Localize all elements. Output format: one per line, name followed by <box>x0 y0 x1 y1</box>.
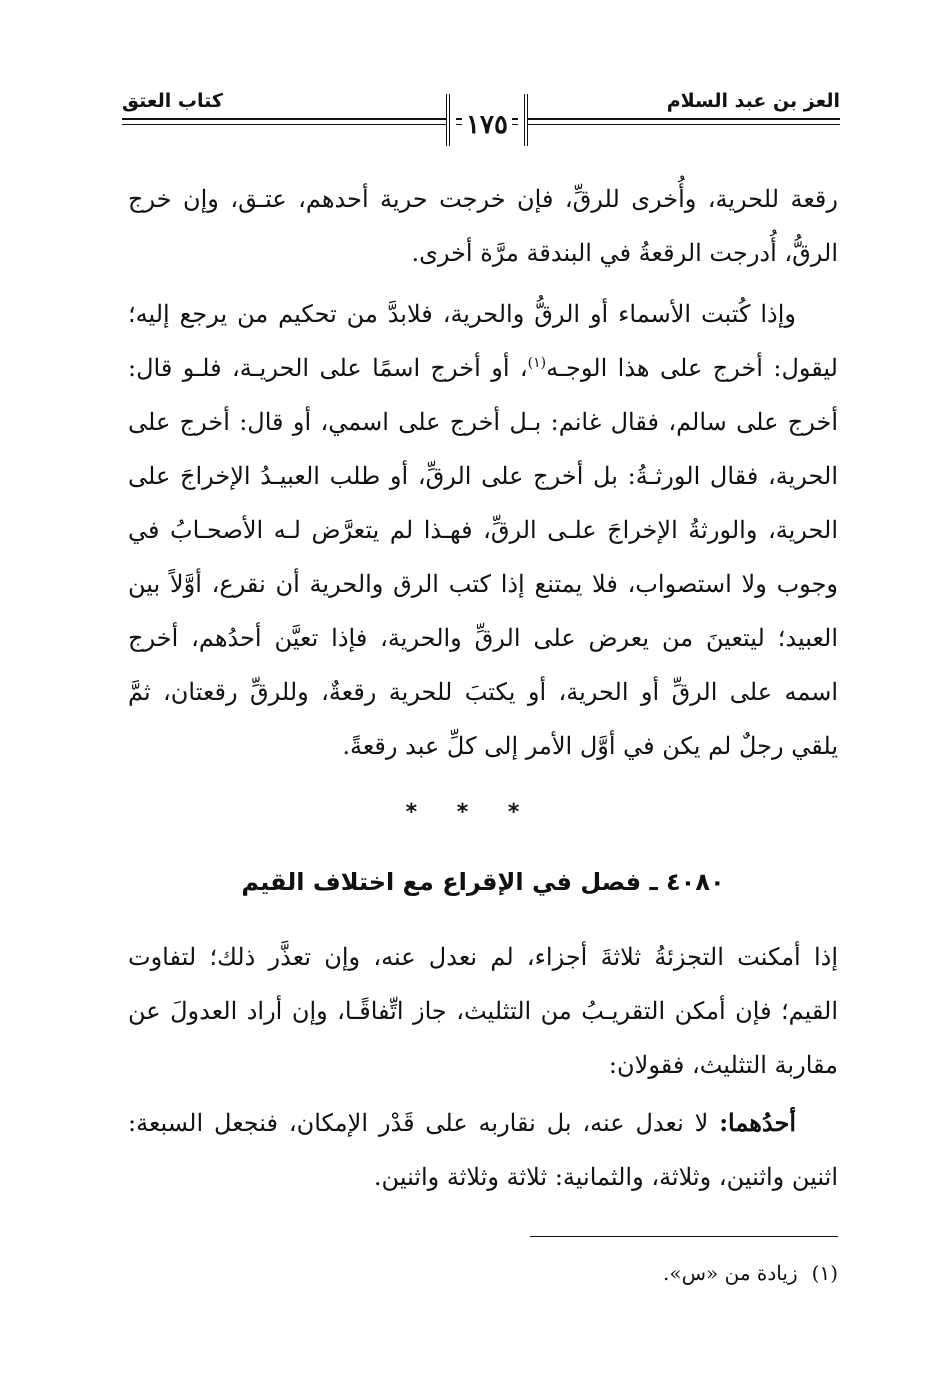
running-head-author: العز بن عبد السلام <box>666 90 840 112</box>
footnote-divider <box>530 1236 838 1237</box>
main-paragraph <box>128 287 838 773</box>
section-heading: ٤٠٨٠ ـ فصل في الإقراع مع اختلاف القيم <box>241 868 725 896</box>
page-number-frame <box>446 94 528 146</box>
footnote-reference: (١) <box>527 355 547 371</box>
footnote-text: زيادة من «س». <box>663 1261 798 1285</box>
section-paragraph <box>128 930 838 1092</box>
paragraph-text-body: لا نعدل عنه، بل نقاربه على قَدْر الإمكان، فنجعل السبعة: اثنين واثنين، وثلاثة، والثمانية: ثلاثة وثلاثة واثنين. <box>128 1109 838 1191</box>
paragraph-text-rest: ، أو أخرج اسمًا على الحريـة، فلـو قال: أخرج على سالم، فقال غانم: بـل أخرج على اسمي، أو قال: أخرج على الحرية، فقال الورثـةُ: بل أخرج على الرقِّ، أو طلب العبيـدُ الإخراجَ على الحرية، والورثةُ الإخراجَ علـى الرقِّ، فهـذا لم يتعرَّض لـه الأصحـابُ في وجوب ولا استصواب، فلا يمتنع إذا كتب الرق والحرية أن نقرع، أوَّلاً بين العبيد؛ ليتعينَ من يعرض على الرقِّ والحرية، فإذا تعيَّن أحدُهم، أخرج اسمه على الرقِّ أو الحرية، أو يكتبَ للحرية رقعةٌ، وللرقِّ رقعتان، ثمَّ يلقي رجلٌ لم يكن في أوَّل الأمر إلى كلِّ عبد رقعةً. <box>128 354 838 760</box>
continuation-paragraph <box>128 172 838 280</box>
lead-word: أحدُهما: <box>719 1108 796 1137</box>
paragraph-text: رقعة للحرية، وأُخرى للرقِّ، فإن خرجت حرية أحدهم، عتـق، وإن خرج الرقُّ، أُدرجت الرقعةُ في البندقة مرَّة أخرى. <box>128 185 838 267</box>
page-header <box>122 88 840 158</box>
paragraph-text: إذا أمكنت التجزئةُ ثلاثةَ أجزاء، لم نعدل عنه، وإن تعذَّر ذلك؛ لتفاوت القيم؛ فإن أمكن التقريـبُ من التثليث، جاز اتِّفاقًـا، وإن أراد العدولَ عن مقاربة التثليث، فقولان: <box>128 943 838 1079</box>
first-view-paragraph <box>128 1096 838 1204</box>
paragraph-text <box>128 1096 838 1204</box>
running-head-book-title: كتاب العتق <box>122 90 223 112</box>
paragraph-text-start: وإذا كُتبت الأسماء أو الرقُّ والحرية، فلابدَّ من تحكيم من يرجع إليه؛ ليقول: أخرج على هذا الوجـه <box>128 300 838 382</box>
footnote <box>128 1256 838 1290</box>
paragraph-text <box>128 287 838 773</box>
footnote-marker: (١) <box>811 1261 838 1285</box>
section-separator-asterisks: * * * <box>405 800 536 825</box>
page-number: ١٧٥ <box>462 110 512 140</box>
